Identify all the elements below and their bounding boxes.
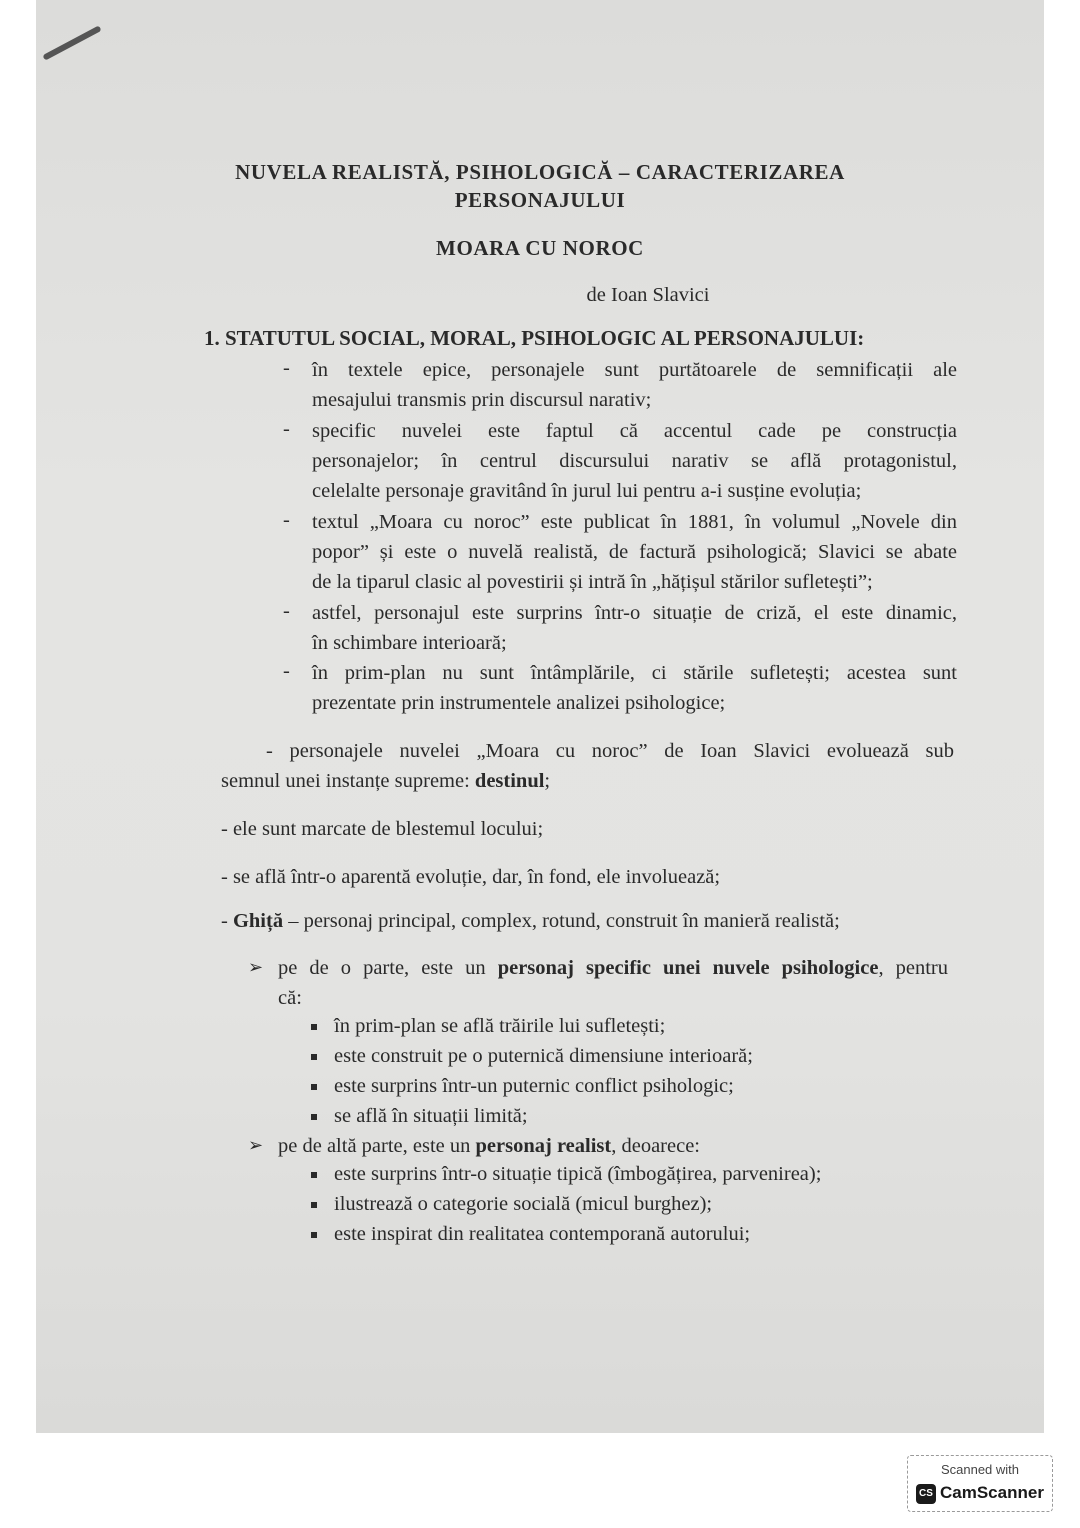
paragraph-destin-line2: [221, 766, 550, 796]
ghita-description: – personaj principal, complex, rotund, construit în manieră realistă;: [283, 910, 840, 932]
dash-item-2-line-2: personajelor; în centrul discursului narativ se află protagonistul,: [312, 450, 957, 472]
line-ghita: [221, 906, 840, 936]
arrow-item-2-end: , deoarece:: [611, 1135, 700, 1157]
bullet-1-3: este surprins într-un puternic conflict psihologic;: [334, 1075, 734, 1097]
bullet-1-2: este construit pe o puternică dimensiune interioară;: [334, 1045, 753, 1067]
ghita-name: Ghiță: [232, 910, 284, 932]
bullet-1-4: se află în situații limită;: [334, 1105, 528, 1127]
dash-marker: -: [283, 600, 290, 622]
dash-marker: -: [283, 418, 290, 440]
line-blestem: - ele sunt marcate de blestemul locului;: [221, 818, 544, 840]
square-bullet-icon: [311, 1024, 317, 1030]
camscanner-logo-icon: CS: [916, 1484, 936, 1504]
arrow-item-2-keyword: personaj realist: [475, 1135, 612, 1157]
dash-item-5-line-1: în prim-plan nu sunt întâmplările, ci stările sufletești; acestea sunt: [312, 662, 957, 684]
document-title-line2: PERSONAJULUI: [454, 188, 626, 212]
dash-marker: -: [283, 660, 290, 682]
dash-item-4-line-2: în schimbare interioară;: [312, 632, 507, 654]
dash-marker: -: [283, 509, 290, 531]
arrow-item-1-keyword: personaj specific unei nuvele psihologice: [497, 957, 879, 979]
square-bullet-icon: [311, 1114, 317, 1120]
keyword-destinul: destinul: [474, 770, 545, 792]
square-bullet-icon: [311, 1232, 317, 1238]
arrow-item-1-line2: că:: [278, 987, 302, 1009]
dash-item-3-line-3: de la tiparul clasic al povestirii și intră în „hățișul stărilor sufletești”;: [312, 571, 873, 593]
arrow-item-1-line1: [278, 953, 948, 983]
dash-marker: -: [283, 357, 290, 379]
arrow-bullet-icon: ➢: [248, 1135, 264, 1155]
work-title: MOARA CU NOROC: [436, 236, 644, 260]
dash-item-3-line-1: textul „Moara cu noroc” este publicat în 1881, în volumul „Novele din: [312, 511, 957, 533]
arrow-item-2: [278, 1131, 700, 1161]
square-bullet-icon: [311, 1172, 317, 1178]
paragraph-destin-text: semnul unei instanțe supreme:: [221, 770, 475, 792]
square-bullet-icon: [311, 1084, 317, 1090]
arrow-item-2-text: pe de altă parte, este un: [278, 1135, 476, 1157]
document-title-line1: NUVELA REALISTĂ, PSIHOLOGICĂ – CARACTERIZAREA: [235, 160, 845, 184]
dash-item-2-line-1: specific nuvelei este faptul că accentul cade pe construcția: [312, 420, 957, 442]
watermark-caption: Scanned with: [940, 1462, 1020, 1477]
author-line: de Ioan Slavici: [586, 284, 710, 306]
camscanner-watermark: [907, 1455, 1053, 1512]
arrow-item-1-text: pe de o parte, este un: [278, 957, 498, 979]
paragraph-destin-line1: - personajele nuvelei „Moara cu noroc” de Ioan Slavici evoluează sub: [266, 740, 954, 762]
section-heading: 1. STATUTUL SOCIAL, MORAL, PSIHOLOGIC AL PERSONAJULUI:: [204, 326, 865, 350]
watermark-brand: CamScanner: [940, 1483, 1044, 1502]
dash-item-3-line-2: popor” și este o nuvelă realistă, de factură psihologică; Slavici se abate: [312, 541, 957, 563]
square-bullet-icon: [311, 1054, 317, 1060]
square-bullet-icon: [311, 1202, 317, 1208]
arrow-item-1-end: , pentru: [878, 957, 948, 979]
bullet-2-1: este surprins într-o situație tipică (îmbogățirea, parvenirea);: [334, 1163, 822, 1185]
bullet-1-1: în prim-plan se află trăirile lui sufletești;: [334, 1015, 666, 1037]
dash-item-4-line-1: astfel, personajul este surprins într-o situație de criză, el este dinamic,: [312, 602, 957, 624]
bullet-2-3: este inspirat din realitatea contemporană autorului;: [334, 1223, 751, 1245]
line-evolutie: - se află într-o aparentă evoluție, dar, în fond, ele involuează;: [221, 866, 721, 888]
arrow-bullet-icon: ➢: [248, 957, 264, 977]
paragraph-destin-end: ;: [544, 770, 551, 792]
dash-item-2-line-3: celelalte personaje gravitând în jurul lui pentru a-i susține evoluția;: [312, 480, 862, 502]
dash-item-1-line-2: mesajului transmis prin discursul narativ;: [312, 389, 652, 411]
ghita-dash: -: [221, 910, 233, 932]
bullet-2-2: ilustrează o categorie socială (micul burghez);: [334, 1193, 713, 1215]
dash-item-5-line-2: prezentate prin instrumentele analizei psihologice;: [312, 692, 726, 714]
dash-item-1-line-1: în textele epice, personajele sunt purtătoarele de semnificații ale: [312, 359, 957, 381]
